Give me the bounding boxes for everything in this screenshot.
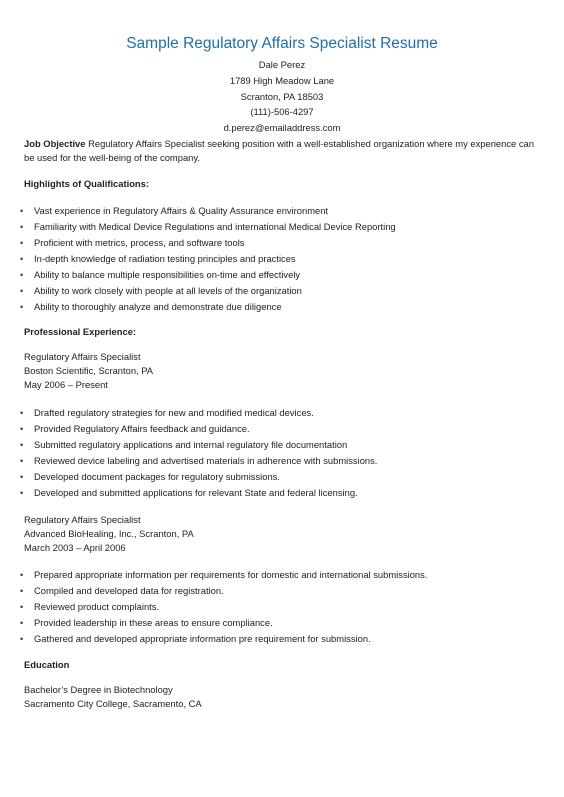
bullet-icon: • — [20, 440, 24, 450]
bullet-icon: • — [20, 408, 24, 418]
bullet-icon: • — [20, 472, 24, 482]
list-item: • Familiarity with Medical Device Regulations and international Medical Device Reporting — [24, 219, 396, 235]
bullet-icon: • — [20, 254, 24, 264]
bullet-icon: • — [20, 424, 24, 434]
list-item: • Compiled and developed data for registration. — [24, 583, 427, 599]
contact-phone: (111)-506-4297 — [250, 106, 314, 118]
contact-email: d.perez@emailaddress.com — [223, 122, 341, 134]
highlights-heading: Highlights of Qualifications: — [24, 178, 149, 189]
job-dates: May 2006 – Present — [24, 379, 108, 390]
contact-name: Dale Perez — [258, 59, 306, 70]
job-dates: March 2003 – April 2006 — [24, 542, 126, 553]
bullet-icon: • — [20, 634, 24, 644]
list-item: • Ability to thoroughly analyze and demonstrate due diligence — [24, 299, 396, 315]
education-degree: Bachelor’s Degree in Biotechnology — [24, 684, 173, 695]
education-block — [24, 683, 202, 711]
job-header — [24, 350, 153, 392]
list-item: • Developed document packages for regulatory submissions. — [24, 469, 377, 485]
list-item: • Reviewed device labeling and advertised materials in adherence with submissions. — [24, 453, 377, 469]
bullet-icon: • — [20, 456, 24, 466]
experience-heading: Professional Experience: — [24, 326, 137, 337]
education-school: Sacramento City College, Sacramento, CA — [24, 698, 202, 709]
list-item: • Prepared appropriate information per requirements for domestic and international submissions. — [24, 567, 427, 583]
contact-street: 1789 High Meadow Lane — [229, 74, 335, 86]
list-item: • Drafted regulatory strategies for new and modified medical devices. — [24, 405, 377, 421]
bullet-icon: • — [20, 488, 24, 498]
list-item: • Gathered and developed appropriate information pre requirement for submission. — [24, 631, 427, 647]
contact-block — [0, 57, 564, 136]
bullet-icon: • — [20, 618, 24, 628]
bullet-icon: • — [20, 270, 24, 280]
bullet-icon: • — [20, 302, 24, 312]
list-item: • Provided leadership in these areas to ensure compliance. — [24, 615, 427, 631]
job-objective — [24, 137, 540, 165]
list-item: • Provided Regulatory Affairs feedback and guidance. — [24, 421, 377, 437]
job-duties-list — [20, 567, 428, 647]
bullet-icon: • — [20, 570, 24, 580]
job-header — [24, 513, 194, 555]
bullet-icon: • — [20, 222, 24, 232]
education-heading: Education — [24, 659, 70, 670]
list-item: • Reviewed product complaints. — [24, 599, 427, 615]
highlights-list — [20, 203, 396, 315]
list-item: • In-depth knowledge of radiation testing principles and practices — [24, 251, 396, 267]
list-item: • Ability to balance multiple responsibilities on-time and effectively — [24, 267, 396, 283]
job-duties-list — [20, 405, 378, 501]
job-company: Advanced BioHealing, Inc., Scranton, PA — [24, 528, 194, 539]
job-company: Boston Scientific, Scranton, PA — [24, 365, 154, 376]
objective-label: Job Objective — [24, 138, 86, 149]
list-item: • Vast experience in Regulatory Affairs & Quality Assurance environment — [24, 203, 396, 219]
bullet-icon: • — [20, 206, 24, 216]
list-item: • Ability to work closely with people at all levels of the organization — [24, 283, 396, 299]
list-item: • Developed and submitted applications for relevant State and federal licensing. — [24, 485, 377, 501]
bullet-icon: • — [20, 586, 24, 596]
contact-city: Scranton, PA 18503 — [240, 90, 324, 102]
list-item: • Proficient with metrics, process, and software tools — [24, 235, 396, 251]
list-item: • Submitted regulatory applications and internal regulatory file documentation — [24, 437, 377, 453]
job-title: Regulatory Affairs Specialist — [24, 514, 141, 525]
bullet-icon: • — [20, 602, 24, 612]
bullet-icon: • — [20, 286, 24, 296]
page-title: Sample Regulatory Affairs Specialist Resume — [126, 35, 438, 52]
bullet-icon: • — [20, 238, 24, 248]
objective-text: Regulatory Affairs Specialist seeking position with a well-established organization where my experience can be used for the well-being of the company. — [24, 138, 534, 163]
job-title: Regulatory Affairs Specialist — [24, 351, 141, 362]
